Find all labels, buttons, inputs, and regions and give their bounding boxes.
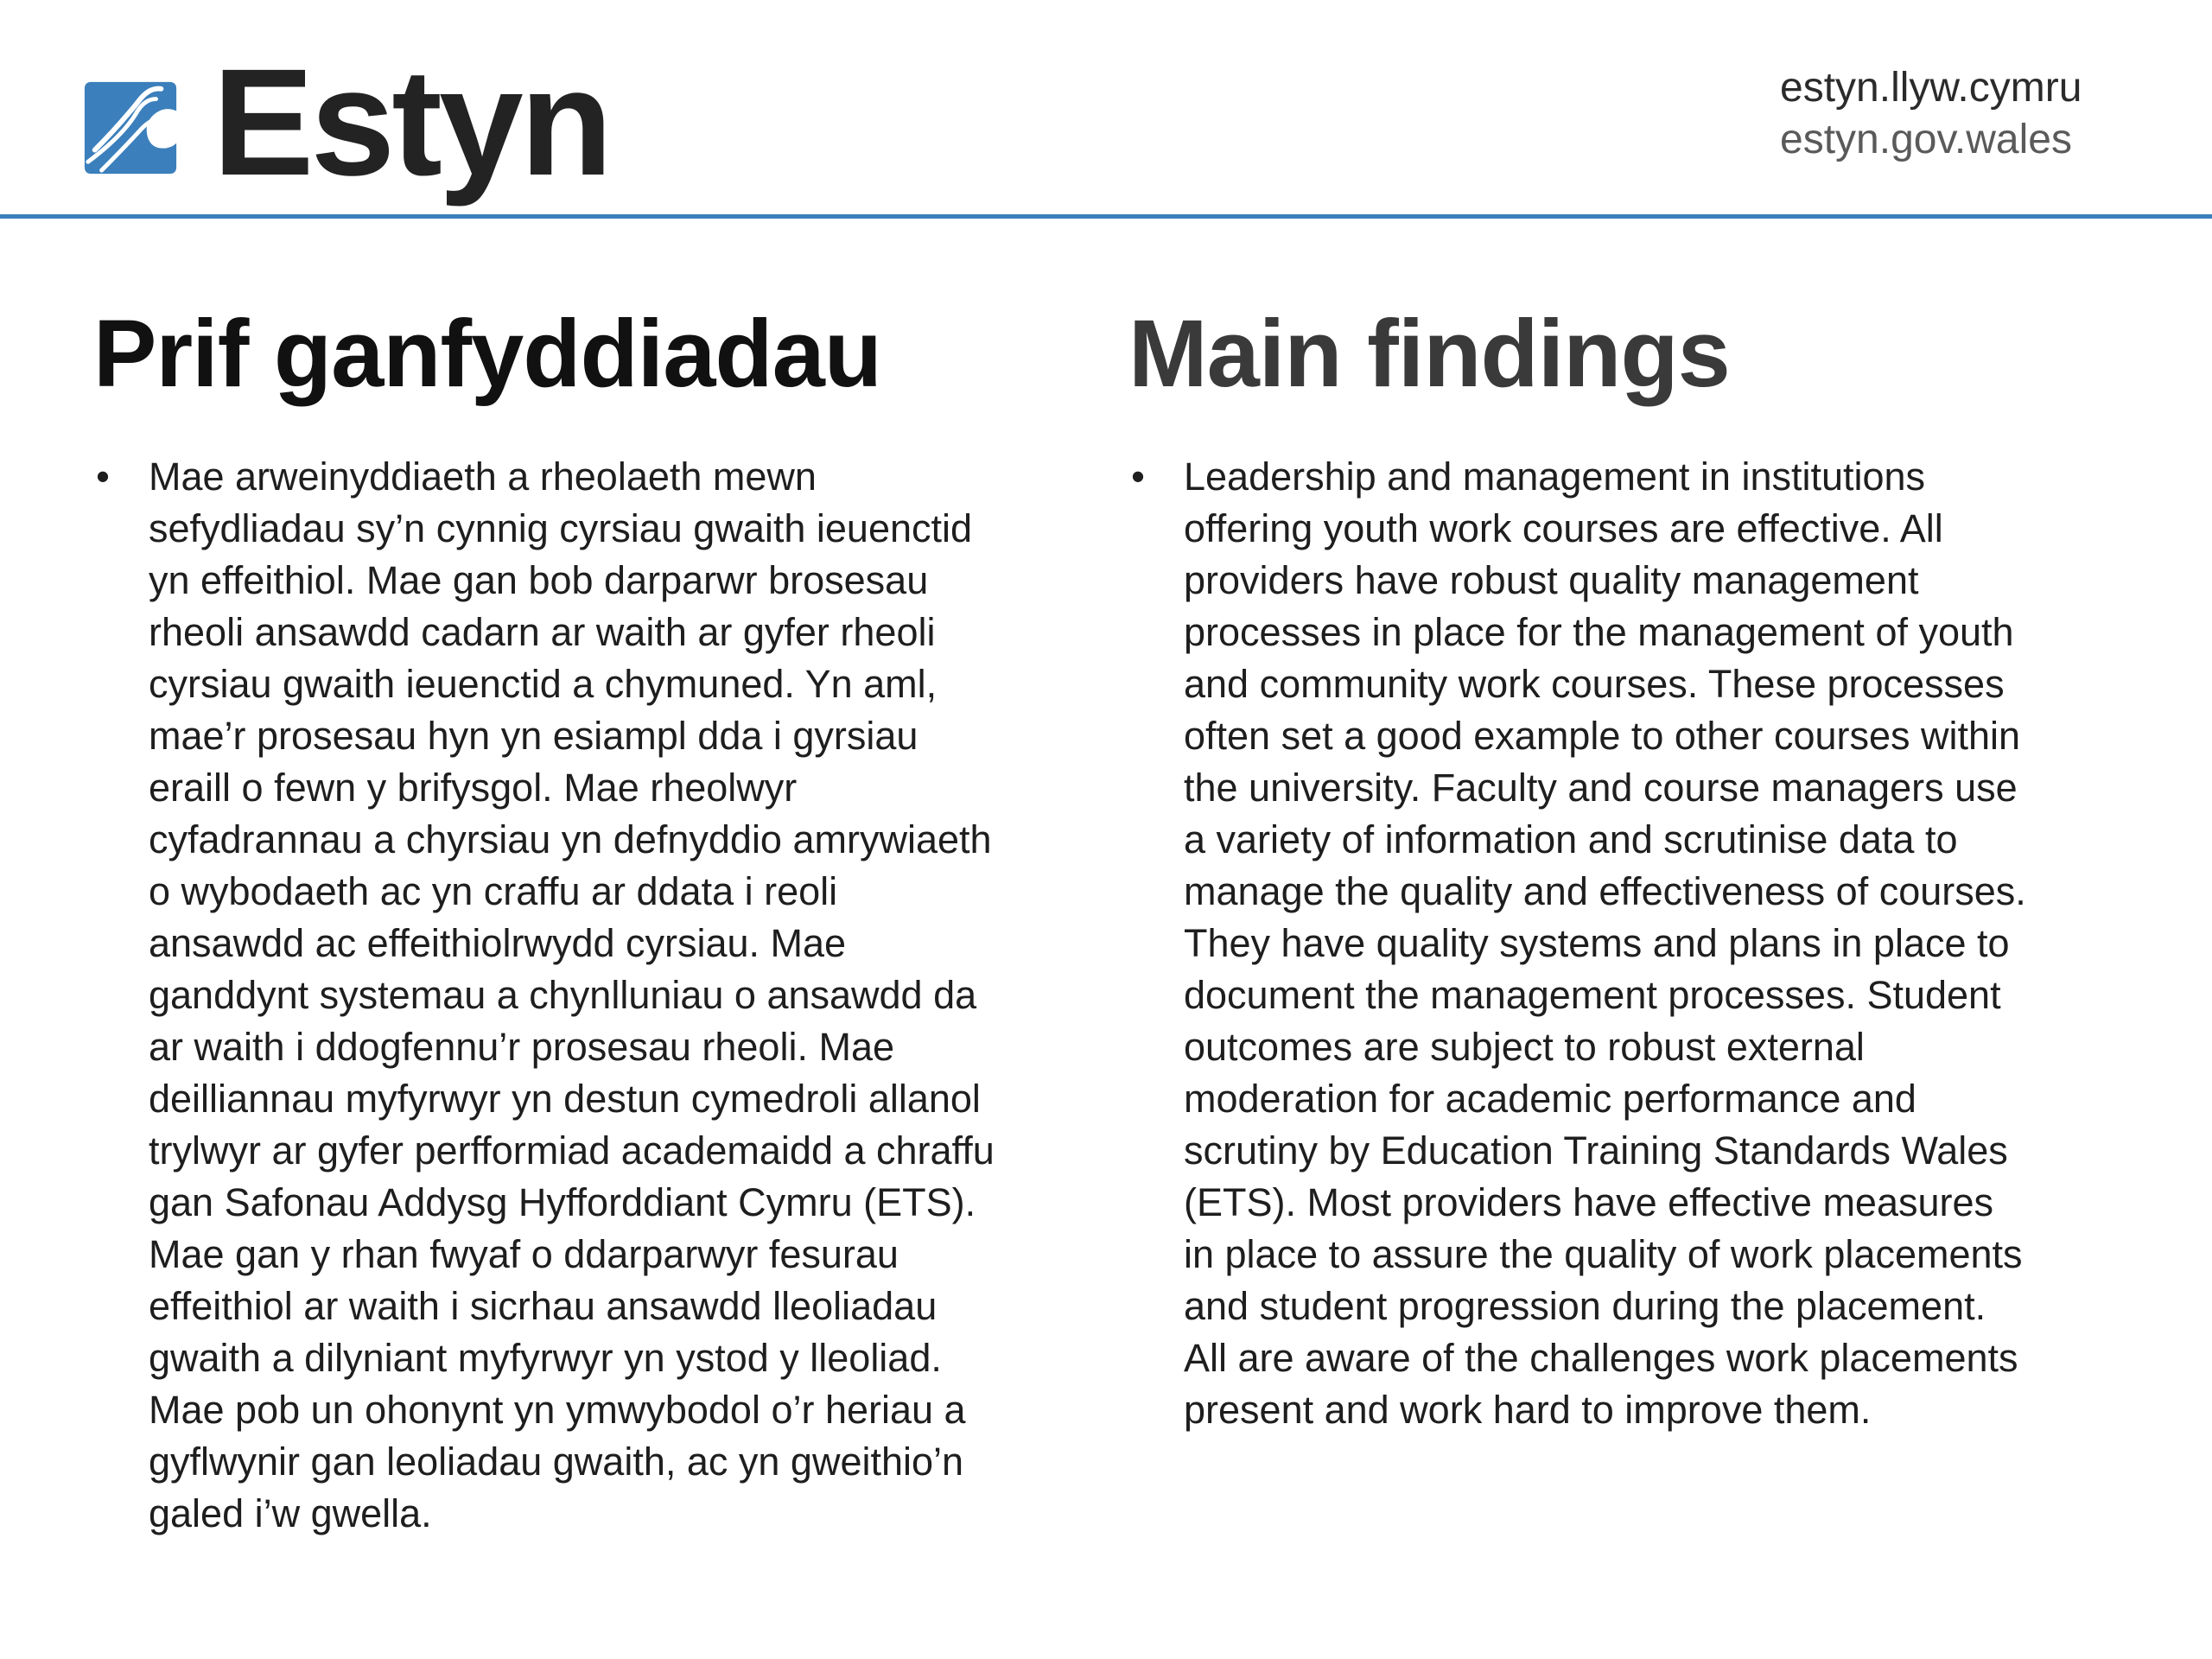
text-line: providers have robust quality management [1184, 558, 1919, 602]
welsh-heading: Prif ganfyddiadau [93, 301, 881, 407]
welsh-bullet-item [93, 451, 1096, 1540]
text-line: galed i’w gwella. [149, 1491, 432, 1535]
text-line: (ETS). Most providers have effective measures [1184, 1180, 1994, 1224]
text-line: gan Safonau Addysg Hyfforddiant Cymru (ETS). [149, 1180, 976, 1224]
text-line: a variety of information and scrutinise data to [1184, 817, 1958, 861]
text-line: eraill o fewn y brifysgol. Mae rheolwyr [149, 766, 798, 810]
text-line: document the management processes. Student [1184, 973, 2001, 1017]
english-paragraph [1184, 451, 2165, 1436]
welsh-site-link[interactable]: estyn.llyw.cymru [1780, 65, 2082, 111]
text-line: effeithiol ar waith i sicrhau ansawdd lleoliadau [149, 1284, 938, 1328]
english-bullet-item [1128, 451, 2165, 1436]
text-line: cyfadrannau a chyrsiau yn defnyddio amrywiaeth [149, 817, 992, 861]
text-line: mae’r prosesau hyn yn esiampl dda i gyrsiau [149, 714, 918, 758]
welsh-bullet-list [93, 451, 1096, 1540]
text-line: the university. Faculty and course managers use [1184, 766, 2018, 810]
text-line: All are aware of the challenges work placements [1184, 1336, 2018, 1380]
text-line: Mae arweinyddiaeth a rheolaeth mewn [149, 454, 817, 499]
text-line: in place to assure the quality of work placements [1184, 1232, 2023, 1276]
text-line: outcomes are subject to robust external [1184, 1025, 1865, 1069]
welsh-paragraph [149, 451, 1096, 1540]
text-line: and student progression during the placement. [1184, 1284, 1986, 1328]
text-line: ansawdd ac effeithiolrwydd cyrsiau. Mae [149, 921, 847, 965]
text-line: manage the quality and effectiveness of courses. [1184, 869, 2026, 913]
text-line: o wybodaeth ac yn craffu ar ddata i reoli [149, 869, 838, 913]
text-line: often set a good example to other courses within [1184, 714, 2021, 758]
brand-name: Estyn [213, 38, 610, 207]
text-line: Mae gan y rhan fwyaf o ddarparwyr fesurau [149, 1232, 899, 1276]
text-line: offering youth work courses are effective. All [1184, 506, 1943, 550]
text-line: cyrsiau gwaith ieuenctid a chymuned. Yn aml, [149, 662, 938, 706]
bullet-icon: • [1131, 454, 1145, 499]
welsh-column [93, 301, 1096, 1535]
text-line: scrutiny by Education Training Standards Wales [1184, 1128, 2008, 1173]
text-line: deilliannau myfyrwyr yn destun cymedroli allanol [149, 1077, 981, 1121]
estyn-logo-mark-icon [79, 77, 181, 179]
english-column [1128, 301, 2165, 1432]
text-line: Leadership and management in institutions [1184, 454, 1926, 499]
text-line: yn effeithiol. Mae gan bob darparwr brosesau [149, 558, 929, 602]
text-line: gwaith a dilyniant myfyrwyr yn ystod y lleoliad. [149, 1336, 942, 1380]
english-bullet-list [1128, 451, 2165, 1436]
text-line: ar waith i ddogfennu’r prosesau rheoli. Mae [149, 1025, 894, 1069]
text-line: moderation for academic performance and [1184, 1077, 1916, 1121]
text-line: and community work courses. These processes [1184, 662, 2005, 706]
text-line: They have quality systems and plans in place to [1184, 921, 2010, 965]
text-line: sefydliadau sy’n cynnig cyrsiau gwaith ieuenctid [149, 506, 973, 550]
text-line: ganddynt systemau a chynlluniau o ansawdd da [149, 973, 977, 1017]
text-line: processes in place for the management of youth [1184, 610, 2014, 654]
text-line: gyflwynir gan leoliadau gwaith, ac yn gweithio’n [149, 1440, 964, 1484]
page-header [0, 0, 2212, 216]
header-divider [0, 214, 2212, 219]
estyn-logo[interactable] [79, 38, 610, 207]
text-line: Mae pob un ohonynt yn ymwybodol o’r heriau a [149, 1388, 966, 1432]
text-line: present and work hard to improve them. [1184, 1388, 1872, 1432]
english-heading: Main findings [1128, 301, 1730, 407]
bullet-icon: • [96, 454, 110, 499]
english-site-link[interactable]: estyn.gov.wales [1780, 117, 2072, 162]
site-links [1780, 62, 2082, 166]
text-line: trylwyr ar gyfer perfformiad academaidd a chraffu [149, 1128, 995, 1173]
text-line: rheoli ansawdd cadarn ar waith ar gyfer rheoli [149, 610, 936, 654]
